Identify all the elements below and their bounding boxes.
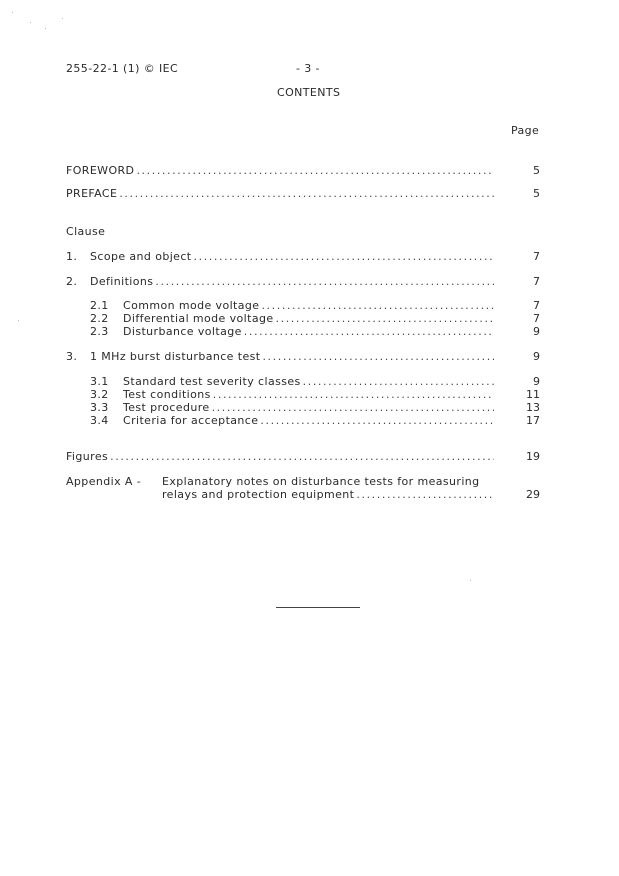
toc-label: Scope and object (90, 250, 192, 263)
clause-heading: Clause (66, 225, 106, 238)
toc-label: Common mode voltage (123, 299, 260, 312)
toc-page: 5 (533, 187, 540, 200)
toc-page: 11 (526, 388, 540, 401)
dot-leader (136, 164, 494, 177)
dot-leader (244, 325, 494, 338)
toc-label: Test conditions (123, 388, 211, 401)
appendix-prefix: Appendix A - (66, 475, 142, 488)
toc-number: 2.3 (90, 325, 109, 338)
toc-page: 7 (533, 275, 540, 288)
appendix-title-line-2: relays and protection equipment (162, 488, 355, 501)
toc-label: Differential mode voltage (123, 312, 274, 325)
toc-label: FOREWORD (66, 164, 135, 177)
dot-leader (119, 187, 494, 200)
scan-speck (18, 320, 19, 321)
dot-leader (194, 250, 495, 263)
toc-entry-clause-3-2 (90, 388, 496, 401)
toc-number: 1. (66, 250, 78, 263)
toc-entry-clause-1 (66, 250, 496, 263)
toc-entry-clause-3 (66, 350, 496, 363)
toc-number: 2.1 (90, 299, 109, 312)
scan-speck (470, 580, 471, 581)
dot-leader (303, 375, 494, 388)
toc-label: Disturbance voltage (123, 325, 242, 338)
toc-label: PREFACE (66, 187, 118, 200)
toc-entry-clause-2 (66, 275, 496, 288)
scan-speck (62, 18, 63, 19)
toc-page: 9 (533, 375, 540, 388)
toc-page: 7 (533, 299, 540, 312)
toc-number: 3.1 (90, 375, 109, 388)
toc-entry-clause-3-3 (90, 401, 496, 414)
toc-page: 7 (533, 250, 540, 263)
toc-entry-clause-2-3 (90, 325, 496, 338)
toc-entry-figures (66, 450, 496, 463)
toc-label: Test procedure (123, 401, 210, 414)
toc-page: 5 (533, 164, 540, 177)
dot-leader (213, 388, 494, 401)
toc-page: 29 (526, 488, 540, 501)
toc-entry-clause-3-1 (90, 375, 496, 388)
toc-number: 3.2 (90, 388, 109, 401)
toc-entry-clause-3-4 (90, 414, 496, 427)
toc-label: Criteria for acceptance (123, 414, 259, 427)
toc-label: Figures (66, 450, 109, 463)
scan-speck (30, 22, 31, 23)
toc-label: Definitions (90, 275, 154, 288)
dot-leader (356, 488, 494, 501)
toc-number: 2.2 (90, 312, 109, 325)
toc-entry-preface (66, 187, 496, 200)
dot-leader (260, 414, 494, 427)
toc-number: 3.3 (90, 401, 109, 414)
end-rule (276, 607, 360, 608)
document-reference: 255-22-1 (1) © IEC (66, 62, 179, 75)
toc-entry-clause-2-2 (90, 312, 496, 325)
toc-entry-foreword (66, 164, 496, 177)
dot-leader (155, 275, 494, 288)
appendix-title-line-1: Explanatory notes on disturbance tests for measuring (162, 475, 480, 488)
toc-page: 13 (526, 401, 540, 414)
toc-entry-clause-2-1 (90, 299, 496, 312)
dot-leader (110, 450, 494, 463)
toc-label: 1 MHz burst disturbance test (90, 350, 261, 363)
page-number: - 3 - (296, 62, 320, 75)
toc-label: Standard test severity classes (123, 375, 301, 388)
toc-page: 9 (533, 325, 540, 338)
toc-entry-appendix-a (162, 488, 496, 501)
toc-page: 9 (533, 350, 540, 363)
toc-page: 7 (533, 312, 540, 325)
scan-speck (45, 28, 46, 29)
page-column-label: Page (511, 124, 540, 137)
dot-leader (276, 312, 494, 325)
toc-number: 2. (66, 275, 78, 288)
page-title: CONTENTS (277, 86, 341, 99)
scan-speck (12, 12, 13, 13)
toc-number: 3.4 (90, 414, 109, 427)
dot-leader (212, 401, 494, 414)
dot-leader (261, 299, 494, 312)
dot-leader (262, 350, 494, 363)
toc-page: 17 (526, 414, 540, 427)
toc-number: 3. (66, 350, 78, 363)
toc-page: 19 (526, 450, 540, 463)
